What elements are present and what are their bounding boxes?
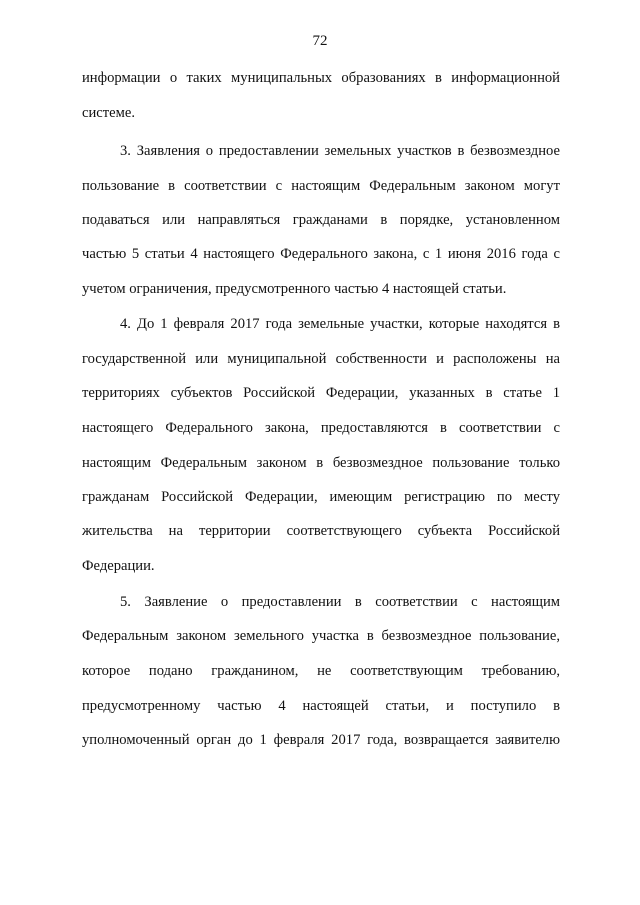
text-line: гражданам Российской Федерации, имеющим регистрацию по месту bbox=[82, 489, 560, 505]
page-number: 72 bbox=[312, 33, 328, 49]
text-line: частью 5 статьи 4 настоящего Федерального закона, с 1 июня 2016 года с bbox=[82, 246, 560, 262]
text-line: территориях субъектов Российской Федерации, указанных в статье 1 bbox=[82, 385, 560, 401]
text-line: пользование в соответствии с настоящим Федеральным законом могут bbox=[82, 178, 560, 194]
text-line: подаваться или направляться гражданами в порядке, установленном bbox=[82, 212, 560, 228]
text-line: настоящим Федеральным законом в безвозмездное пользование только bbox=[82, 455, 560, 471]
text-line: государственной или муниципальной собственности и расположены на bbox=[82, 351, 560, 367]
paragraph-5-first-line: 5. Заявление о предоставлении в соответствии с настоящим bbox=[120, 594, 560, 610]
text-line: настоящего Федерального закона, предоставляются в соответствии с bbox=[82, 420, 560, 436]
paragraph-4-first-line: 4. До 1 февраля 2017 года земельные участки, которые находятся в bbox=[120, 316, 560, 332]
text-line: Федеральным законом земельного участка в безвозмездное пользование, bbox=[82, 628, 560, 644]
text-line: Федерации. bbox=[82, 558, 155, 574]
text-line: системе. bbox=[82, 105, 135, 121]
text-line: которое подано гражданином, не соответствующим требованию, bbox=[82, 663, 560, 679]
text-line: уполномоченный орган до 1 февраля 2017 года, возвращается заявителю bbox=[82, 732, 560, 748]
paragraph-3-first-line: 3. Заявления о предоставлении земельных участков в безвозмездное bbox=[120, 143, 560, 159]
text-line: информации о таких муниципальных образованиях в информационной bbox=[82, 70, 560, 86]
text-line: предусмотренному частью 4 настоящей статьи, и поступило в bbox=[82, 698, 560, 714]
text-line: жительства на территории соответствующего субъекта Российской bbox=[82, 523, 560, 539]
text-line: учетом ограничения, предусмотренного частью 4 настоящей статьи. bbox=[82, 281, 507, 297]
